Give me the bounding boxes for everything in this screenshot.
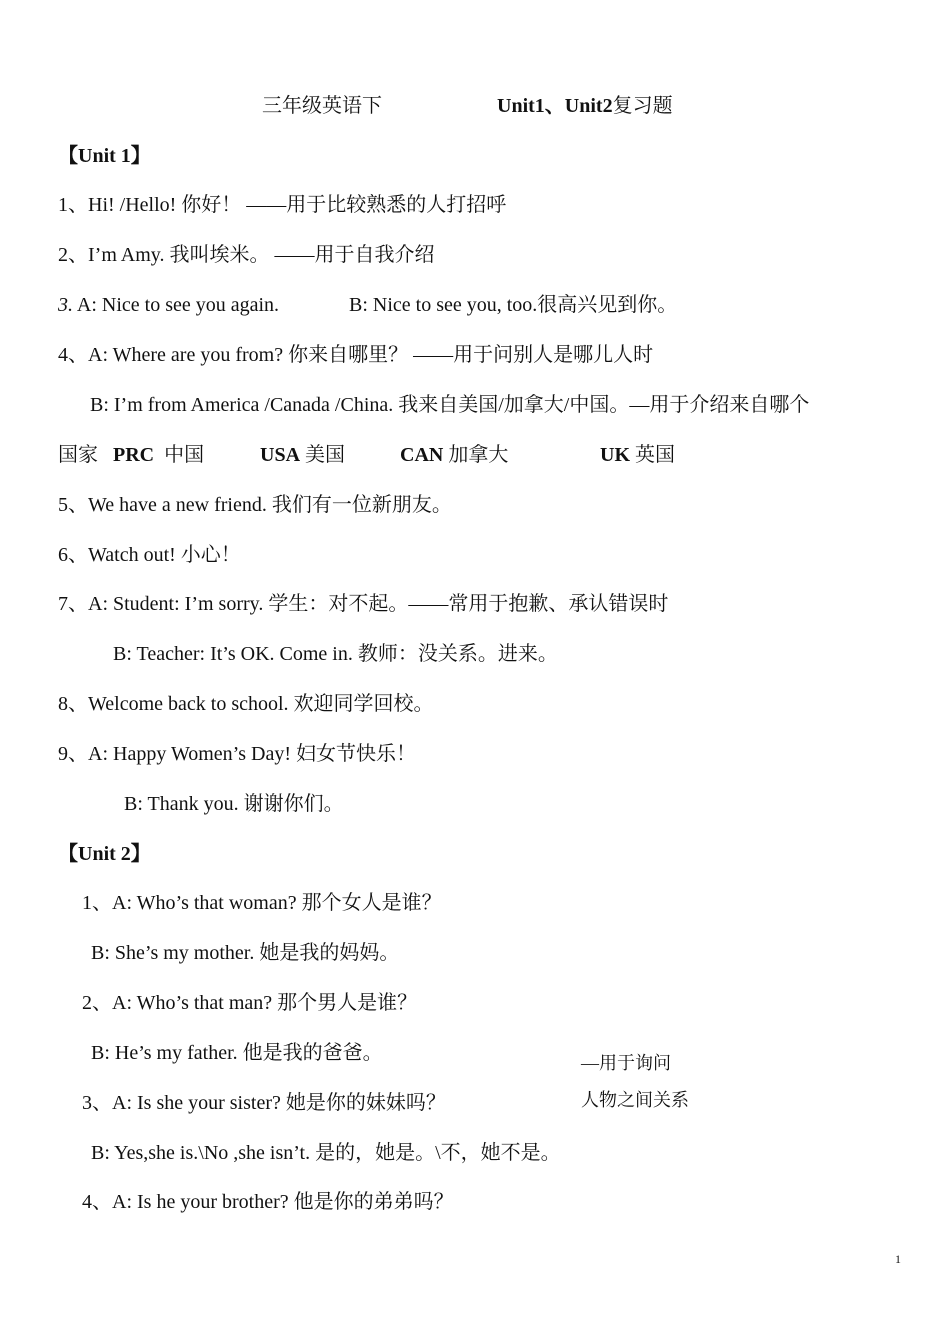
item-3-a: A: Nice to see you again. xyxy=(73,294,280,316)
page-title-units xyxy=(497,94,673,118)
item-3-number: 3. xyxy=(58,294,73,316)
country-prc: PRC 中国 xyxy=(113,444,205,466)
unit1-item-1: 1、Hi! /Hello! 你好！ ——用于比较熟悉的人打招呼 xyxy=(58,194,507,216)
unit1-item-9a: 9、A: Happy Women’s Day! 妇女节快乐！ xyxy=(58,743,416,765)
unit1-item-5: 5、We have a new friend. 我们有一位新朋友。 xyxy=(58,494,452,516)
unit2-item-3a: 3、A: Is she your sister? 她是你的妹妹吗？ xyxy=(82,1092,446,1114)
side-note-line2: 人物之间关系 xyxy=(581,1090,689,1110)
unit1-item-4b: B: I’m from America /Canada /China. 我来自美国/加拿大/中国。—用于介绍来自哪个 xyxy=(90,394,810,416)
title-units: Unit1、Unit2 xyxy=(497,95,613,117)
unit2-item-2b: B: He’s my father. 他是我的爸爸。 xyxy=(91,1042,383,1064)
unit2-item-3b: B: Yes,she is.\No ,she isn’t. 是的，她是。\不，她不是。 xyxy=(91,1142,561,1164)
unit1-item-7a: 7、A: Student: I’m sorry. 学生：对不起。——常用于抱歉、承认错误时 xyxy=(58,593,669,615)
country-uk: UK 英国 xyxy=(600,444,675,466)
unit2-item-4a: 4、A: Is he your brother? 他是你的弟弟吗？ xyxy=(82,1191,454,1213)
unit2-item-1a: 1、A: Who’s that woman? 那个女人是谁？ xyxy=(82,892,442,914)
unit1-item-8: 8、Welcome back to school. 欢迎同学回校。 xyxy=(58,693,434,715)
unit1-heading: 【Unit 1】 xyxy=(58,145,151,167)
unit1-item-9b: B: Thank you. 谢谢你们。 xyxy=(124,793,344,815)
country-usa: USA 美国 xyxy=(260,444,346,466)
unit1-item-6: 6、Watch out! 小心！ xyxy=(58,544,241,566)
title-suffix: 复习题 xyxy=(612,95,673,117)
unit2-item-1b: B: She’s my mother. 她是我的妈妈。 xyxy=(91,942,400,964)
page-title-grade: 三年级英语下 xyxy=(262,95,382,117)
unit1-item-4c xyxy=(58,443,98,467)
unit1-item-3a xyxy=(58,293,279,317)
country-prefix: 国家 xyxy=(58,444,98,466)
unit2-heading: 【Unit 2】 xyxy=(58,843,151,865)
unit2-item-2a: 2、A: Who’s that man? 那个男人是谁？ xyxy=(82,992,418,1014)
unit1-item-2: 2、I’m Amy. 我叫埃米。 ——用于自我介绍 xyxy=(58,244,435,266)
page-number: 1 xyxy=(895,1252,901,1266)
unit1-item-7b: B: Teacher: It’s OK. Come in. 教师：没关系。进来。 xyxy=(113,643,558,665)
unit1-item-3b: B: Nice to see you, too.很高兴见到你。 xyxy=(349,294,678,316)
country-can: CAN 加拿大 xyxy=(400,444,509,466)
side-note-line1: —用于询问 xyxy=(581,1053,671,1073)
unit1-item-4a: 4、A: Where are you from? 你来自哪里？ ——用于问别人是哪儿人时 xyxy=(58,344,654,366)
